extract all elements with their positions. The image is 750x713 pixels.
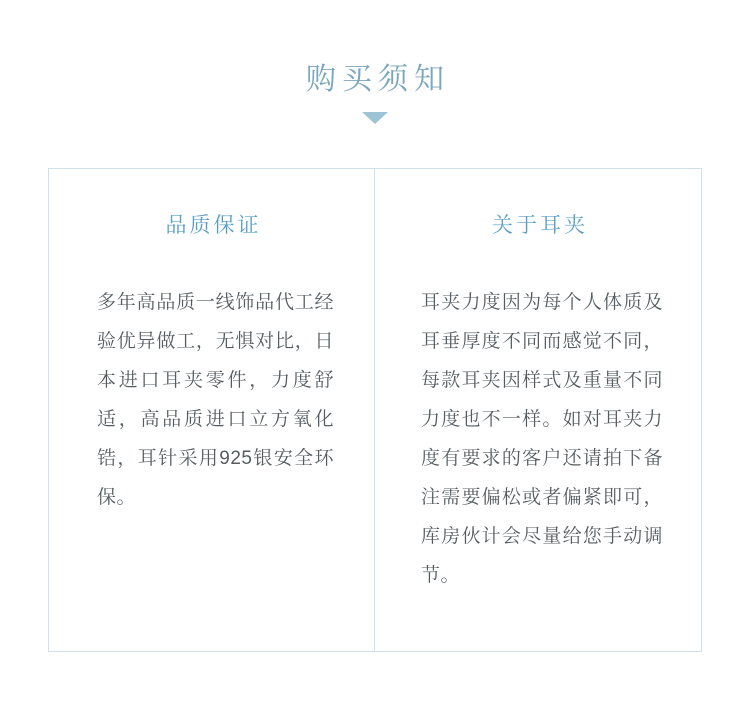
notice-card [48, 168, 702, 652]
earclip-section-body: 耳夹力度因为每个人体质及耳垂厚度不同而感觉不同，每款耳夹因样式及重量不同力度也不一样。如对耳夹力度有要求的客户还请拍下备注需要偏松或者偏紧即可，库房伙计会尽量给您手动调节。 [421, 292, 663, 586]
notice-columns [49, 169, 701, 651]
page-header [0, 0, 750, 124]
notice-column-quality [49, 169, 375, 651]
earclip-section-title: 关于耳夹 [492, 214, 588, 237]
page-title: 购买须知 [306, 63, 450, 96]
quality-section-title: 品质保证 [165, 214, 262, 237]
notice-column-earclip [375, 169, 701, 651]
quality-section-body: 多年高品质一线饰品代工经验优异做工，无惧对比，日本进口耳夹零件，力度舒适，高品质进口立方氧化锆，耳针采用925银安全环保。 [97, 292, 334, 508]
chevron-down-icon [362, 112, 388, 124]
